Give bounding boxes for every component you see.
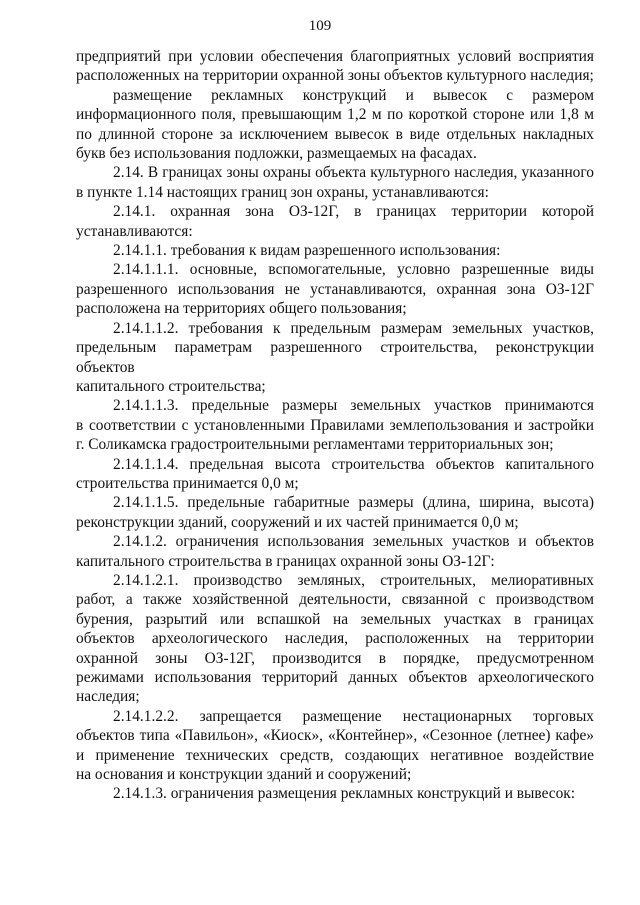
- paragraph: [76, 455, 594, 494]
- text-line: 2.14.1.1.3. предельные размеры земельных участков принимаются: [113, 397, 594, 415]
- text-line: и применение технических средств, создающих негативное воздействие: [76, 746, 594, 764]
- text-line: 2.14.1.1.4. предельная высота строительства объектов капитального: [113, 455, 594, 473]
- text-line: реконструкции зданий, сооружений и их частей принимается 0,0 м;: [76, 513, 519, 531]
- text-line: 2.14.1. охранная зона ОЗ-12Г, в границах территории которой: [113, 203, 594, 221]
- text-line: 2.14.1.1. требования к видам разрешенного использования:: [113, 242, 501, 260]
- text-line: капитального строительства в границах охранной зоны ОЗ-12Г:: [76, 552, 495, 570]
- text-line: предельным параметрам разрешенного строительства, реконструкции объектов: [76, 339, 594, 376]
- text-line: расположена на территориях общего пользования;: [76, 300, 407, 318]
- text-line: информационного поля, превышающим 1,2 м по короткой стороне или 1,8 м: [76, 106, 594, 124]
- text-line: на основания и конструкции зданий и сооружений;: [76, 766, 412, 784]
- text-line: предприятий при условии обеспечения благоприятных условий восприятия: [76, 48, 594, 65]
- text-line: размещение рекламных конструкций и вывесок с размером: [113, 86, 594, 104]
- paragraph: [76, 86, 594, 164]
- paragraph: [76, 260, 594, 318]
- document-body: [76, 47, 594, 804]
- paragraph: [76, 532, 594, 571]
- paragraph: [76, 241, 594, 260]
- text-line: расположенных на территории охранной зоны объектов культурного наследия;: [76, 67, 594, 85]
- paragraph: [76, 707, 594, 785]
- text-line: в пункте 1.14 настоящих границ зон охраны, устанавливаются:: [76, 183, 489, 201]
- text-line: 2.14.1.1.1. основные, вспомогательные, условно разрешенные виды: [113, 261, 594, 279]
- text-line: 2.14.1.1.2. требования к предельным размерам земельных участков,: [113, 319, 594, 337]
- paragraph: [76, 571, 594, 707]
- text-line: капитального строительства;: [76, 377, 266, 395]
- text-line: 2.14.1.2.2. запрещается размещение нестационарных торговых: [113, 707, 594, 725]
- paragraph: [76, 493, 594, 532]
- paragraph: [76, 47, 594, 86]
- text-line: разрешенного использования не устанавливаются, охранная зона ОЗ-12Г: [76, 280, 594, 298]
- text-line: 2.14. В границах зоны охраны объекта культурного наследия, указанного: [113, 164, 594, 182]
- text-line: бурения, разрытий или вспашкой на земельных участках в границах: [76, 610, 594, 628]
- text-line: работ, а также хозяйственной деятельности, связанной с производством: [76, 591, 594, 609]
- text-line: в соответствии с установленными Правилами землепользования и застройки: [76, 416, 594, 434]
- text-line: 2.14.1.3. ограничения размещения рекламных конструкций и вывесок:: [113, 785, 576, 803]
- text-line: устанавливаются:: [76, 222, 193, 240]
- paragraph: [76, 396, 594, 454]
- text-line: по длинной стороне за исключением вывесок в виде отдельных накладных: [76, 125, 594, 143]
- text-line: 2.14.1.1.5. предельные габаритные размеры (длина, ширина, высота): [113, 494, 594, 512]
- text-line: 2.14.1.2.1. производство земляных, строительных, мелиоративных: [113, 571, 594, 589]
- text-line: режимами использования территорий данных объектов археологического: [76, 669, 594, 686]
- paragraph: [76, 784, 594, 803]
- paragraph: [76, 202, 594, 241]
- text-line: 2.14.1.2. ограничения использования земельных участков и объектов: [113, 533, 594, 551]
- text-line: строительства принимается 0,0 м;: [76, 474, 299, 492]
- page-number: 109: [308, 18, 332, 34]
- paragraph: [76, 163, 594, 202]
- text-line: г. Соликамска градостроительными регламентами территориальных зон;: [76, 436, 554, 454]
- text-line: объектов типа «Павильон», «Киоск», «Контейнер», «Сезонное (летнее) кафе»: [76, 727, 594, 745]
- text-line: охранной зоны ОЗ-12Г, производится в порядке, предусмотренном: [76, 649, 594, 667]
- text-line: наследия;: [76, 688, 140, 706]
- text-line: букв без использования подложки, размещаемых на фасадах.: [76, 145, 477, 163]
- paragraph: [76, 319, 594, 397]
- text-line: объектов археологического наследия, расположенных на территории: [76, 630, 594, 648]
